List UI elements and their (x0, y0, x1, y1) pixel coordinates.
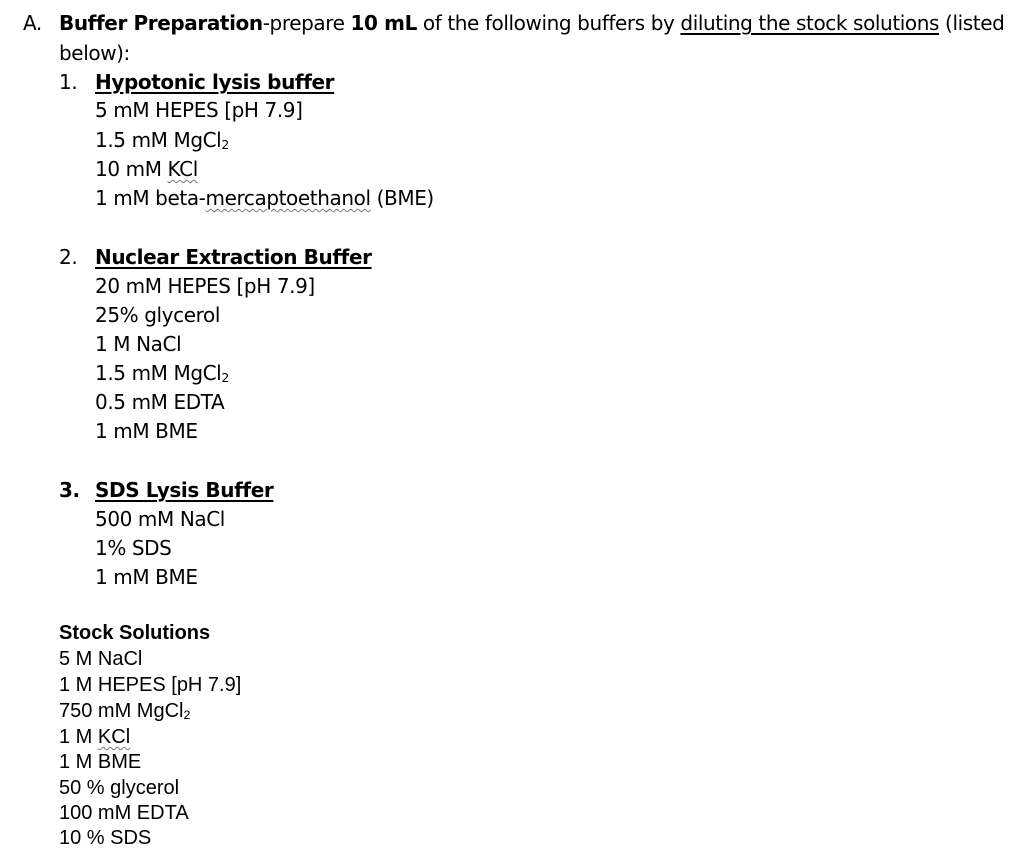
intro-text-a: -prepare (262, 11, 351, 35)
buffer-2-component: 0.5 mM EDTA (95, 390, 225, 414)
buffer-2-component: 1 M NaCl (95, 332, 182, 356)
buffer-2-component: 20 mM HEPES [pH 7.9] (95, 274, 315, 298)
intro-text-c: (listed (939, 11, 1005, 35)
buffer-2-component: 1.5 mM MgCl$_2$ (95, 361, 229, 385)
volume-amount: 10 mL (350, 11, 417, 35)
buffer-3-component: 1 mM BME (95, 565, 198, 589)
section-intro-line-2: below): (59, 41, 130, 65)
stock-solution-item: 5 M NaCl (59, 648, 143, 670)
buffer-3-component: 500 mM NaCl (95, 507, 225, 531)
intro-underlined-phrase: diluting the stock solutions (680, 11, 940, 35)
stock-solution-item: 1 M HEPES [pH 7.9] (59, 674, 242, 696)
buffer-1-name: Hypotonic lysis buffer (95, 70, 335, 94)
intro-text-b: of the following buffers by (416, 11, 681, 35)
buffer-1-component: 5 mM HEPES [pH 7.9] (95, 98, 303, 122)
spellcheck-flagged-word: KCl (167, 157, 198, 181)
stock-solution-item: 50 % glycerol (59, 777, 180, 799)
buffer-1-component: 1.5 mM MgCl$_2$ (95, 128, 229, 152)
stock-solution-item: 10 % SDS (59, 827, 152, 849)
buffer-3-number: 3. (59, 478, 80, 502)
section-marker: A. (23, 11, 42, 35)
section-title: Buffer Preparation (59, 11, 263, 35)
buffer-1-component: 1 mM beta-mercaptoethanol (BME) (95, 186, 434, 210)
buffer-1-component: 10 mM KCl (95, 157, 198, 181)
buffer-2-number: 2. (59, 245, 78, 269)
buffer-2-component: 25% glycerol (95, 303, 220, 327)
buffer-2-component: 1 mM BME (95, 419, 198, 443)
section-intro-line-1 (59, 11, 1004, 35)
stock-solution-item: 1 M KCl (59, 726, 131, 748)
spellcheck-flagged-word: KCl (97, 726, 131, 748)
stock-solution-item: 100 mM EDTA (59, 802, 189, 824)
buffer-2-name: Nuclear Extraction Buffer (95, 245, 372, 269)
buffer-3-component: 1% SDS (95, 536, 172, 560)
stock-solution-item: 1 M BME (59, 751, 142, 773)
stock-solutions-title: Stock Solutions (59, 622, 211, 644)
stock-solution-item: 750 mM MgCl$_2$ (59, 700, 191, 722)
spellcheck-flagged-word: mercaptoethanol (205, 186, 371, 210)
buffer-3-name: SDS Lysis Buffer (95, 478, 274, 502)
buffer-1-number: 1. (59, 70, 78, 94)
